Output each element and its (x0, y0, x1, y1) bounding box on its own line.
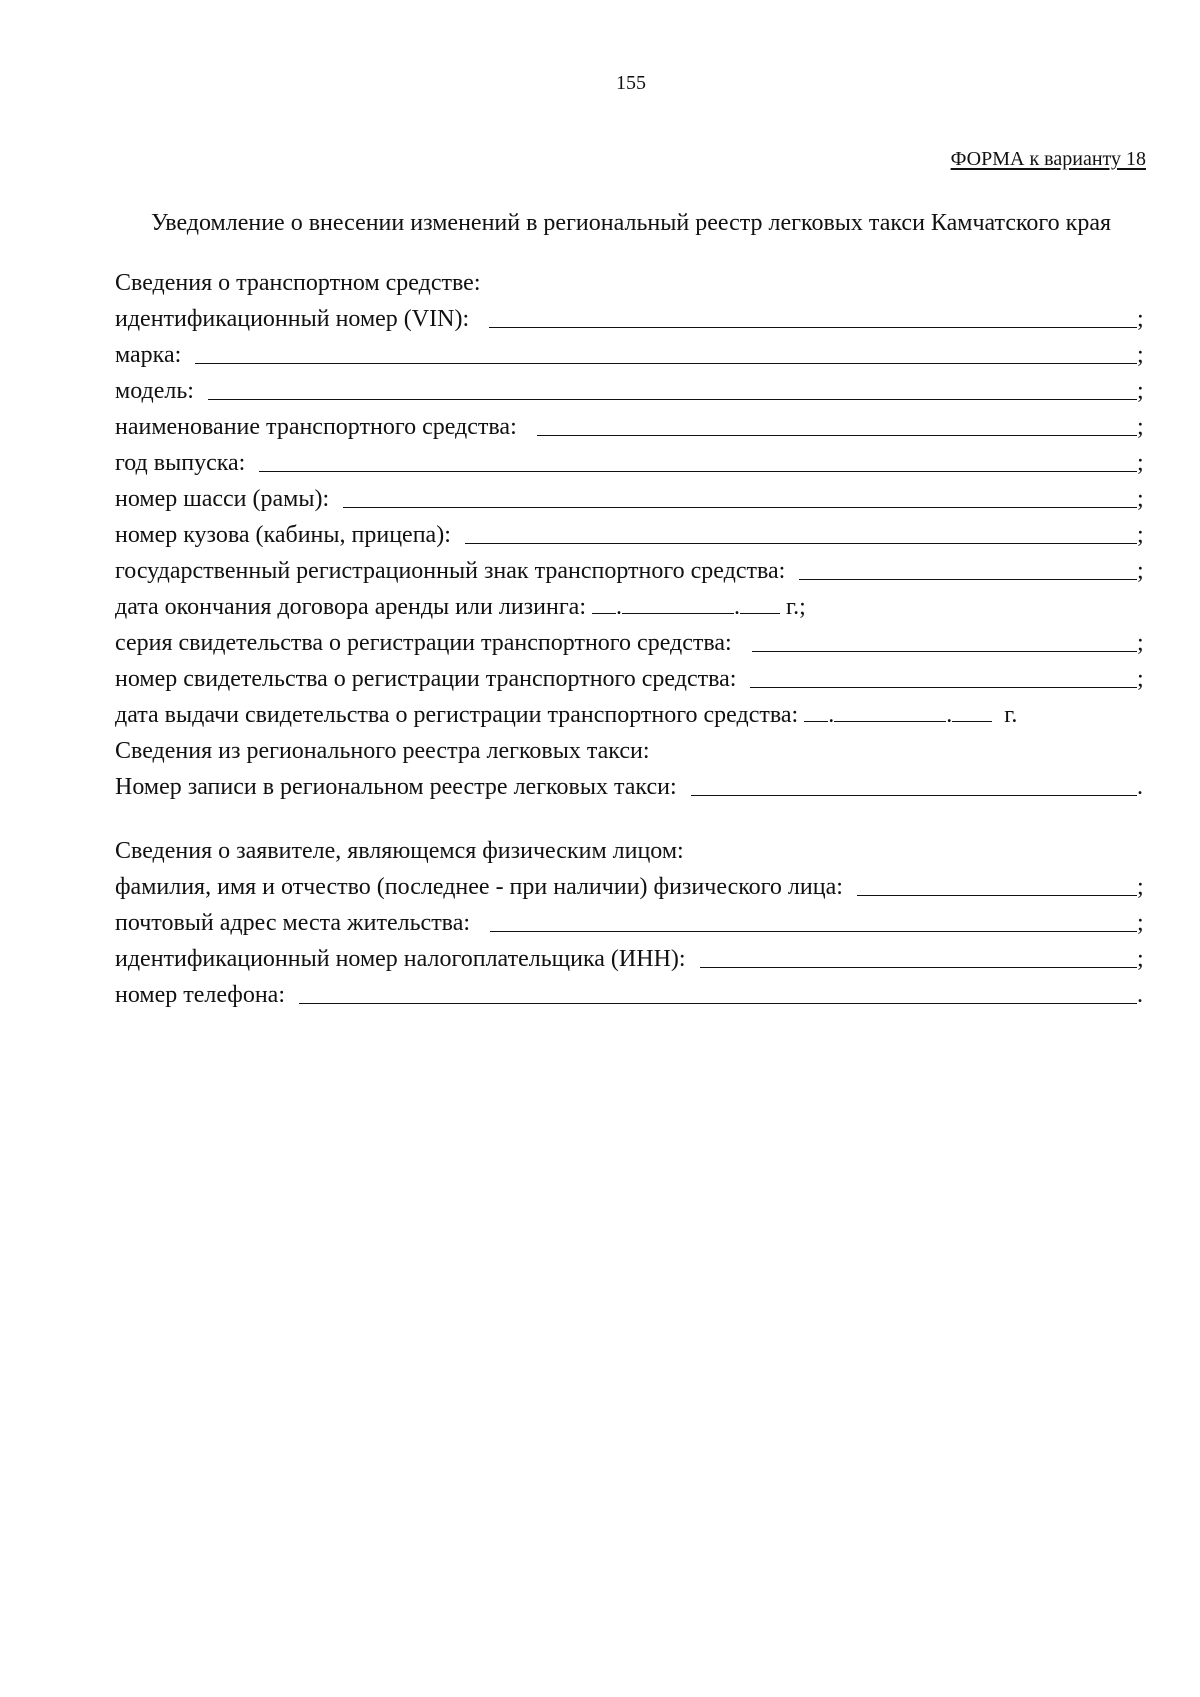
cert-issue-date-input[interactable]: . . г. (804, 699, 1017, 730)
field-terminator: ; (1137, 342, 1144, 368)
field-label: идентификационный номер налогоплательщика (ИНН): (115, 946, 686, 972)
field-terminator: ; (1137, 910, 1144, 936)
field-terminator: ; (1137, 946, 1144, 972)
field-label: фамилия, имя и отчество (последнее - при наличии) физического лица: (115, 874, 843, 900)
form-field-phone (115, 974, 1147, 1010)
form-field-body (115, 514, 1147, 550)
document-title: Уведомление о внесении изменений в региональный реестр легковых такси Камчатского края (150, 210, 1112, 236)
field-label: государственный регистрационный знак транспортного средства: (115, 558, 786, 584)
field-label: номер телефона: (115, 982, 286, 1008)
form-field-vehicle-name (115, 406, 1147, 442)
applicant-heading: Сведения о заявителе, являющемся физическим лицом: (115, 838, 684, 864)
field-terminator: ; (1137, 874, 1144, 900)
form-field-registry-record (115, 766, 1147, 802)
field-terminator: ; (1137, 630, 1144, 656)
field-label: марка: (115, 342, 182, 368)
field-label: номер кузова (кабины, прицепа): (115, 522, 451, 548)
form-field-lease-end-date (115, 586, 1147, 622)
lease-end-date-input[interactable]: . . г.; (592, 591, 806, 622)
field-label: наименование транспортного средства: (115, 414, 517, 440)
field-label: год выпуска: (115, 450, 246, 476)
inn-input-line[interactable] (700, 941, 1137, 968)
cert-number-input-line[interactable] (750, 661, 1137, 688)
year-blank[interactable] (952, 699, 992, 722)
field-terminator: ; (1137, 450, 1144, 476)
cert-series-input-line[interactable] (752, 625, 1137, 652)
vehicle-section (115, 262, 1147, 730)
form-field-cert-issue-date (115, 694, 1147, 730)
field-label: идентификационный номер (VIN): (115, 306, 470, 332)
form-field-chassis (115, 478, 1147, 514)
applicant-section (115, 830, 1147, 1010)
field-label: номер свидетельства о регистрации транспортного средства: (115, 666, 737, 692)
date-suffix: г.; (786, 594, 806, 620)
registry-record-input-line[interactable] (691, 769, 1137, 796)
registry-section (115, 730, 1147, 802)
field-terminator: ; (1137, 486, 1144, 512)
field-label: Номер записи в региональном реестре легковых такси: (115, 774, 677, 800)
chassis-input-line[interactable] (343, 481, 1137, 508)
form-field-make (115, 334, 1147, 370)
field-label: почтовый адрес места жительства: (115, 910, 471, 936)
vehicle-name-input-line[interactable] (537, 409, 1137, 436)
field-label: номер шасси (рамы): (115, 486, 330, 512)
form-field-plate (115, 550, 1147, 586)
field-terminator: ; (1137, 666, 1144, 692)
field-label: серия свидетельства о регистрации транспортного средства: (115, 630, 732, 656)
date-suffix: г. (1004, 702, 1018, 728)
postal-address-input-line[interactable] (490, 905, 1137, 932)
form-field-cert-series (115, 622, 1147, 658)
registry-heading: Сведения из регионального реестра легковых такси: (115, 738, 650, 764)
body-input-line[interactable] (465, 517, 1137, 544)
plate-input-line[interactable] (799, 553, 1137, 580)
make-input-line[interactable] (195, 337, 1137, 364)
field-label: дата окончания договора аренды или лизинга: (115, 594, 586, 620)
field-terminator: ; (1137, 414, 1144, 440)
field-terminator: ; (1137, 378, 1144, 404)
model-input-line[interactable] (208, 373, 1137, 400)
phone-input-line[interactable] (299, 977, 1137, 1004)
section-heading (115, 730, 1147, 766)
form-variant-label: ФОРМА к варианту 18 (950, 148, 1146, 170)
form-field-year (115, 442, 1147, 478)
day-blank[interactable] (804, 699, 828, 722)
field-terminator: ; (1137, 558, 1144, 584)
section-heading (115, 262, 1147, 298)
section-heading (115, 830, 1147, 866)
form-field-postal-address (115, 902, 1147, 938)
month-blank[interactable] (622, 591, 734, 614)
form-field-inn (115, 938, 1147, 974)
form-field-cert-number (115, 658, 1147, 694)
field-terminator: . (1137, 774, 1143, 800)
year-input-line[interactable] (259, 445, 1137, 472)
field-terminator: ; (1137, 522, 1144, 548)
vin-input-line[interactable] (489, 301, 1137, 328)
day-blank[interactable] (592, 591, 616, 614)
field-terminator: ; (1137, 306, 1144, 332)
field-label: модель: (115, 378, 194, 404)
month-blank[interactable] (834, 699, 946, 722)
form-field-full-name (115, 866, 1147, 902)
vehicle-heading: Сведения о транспортном средстве: (115, 270, 481, 296)
year-blank[interactable] (740, 591, 780, 614)
field-terminator: . (1137, 982, 1143, 1008)
full-name-input-line[interactable] (857, 869, 1137, 896)
form-field-vin (115, 298, 1147, 334)
field-label: дата выдачи свидетельства о регистрации транспортного средства: (115, 702, 799, 728)
form-field-model (115, 370, 1147, 406)
page-number: 155 (616, 72, 646, 94)
